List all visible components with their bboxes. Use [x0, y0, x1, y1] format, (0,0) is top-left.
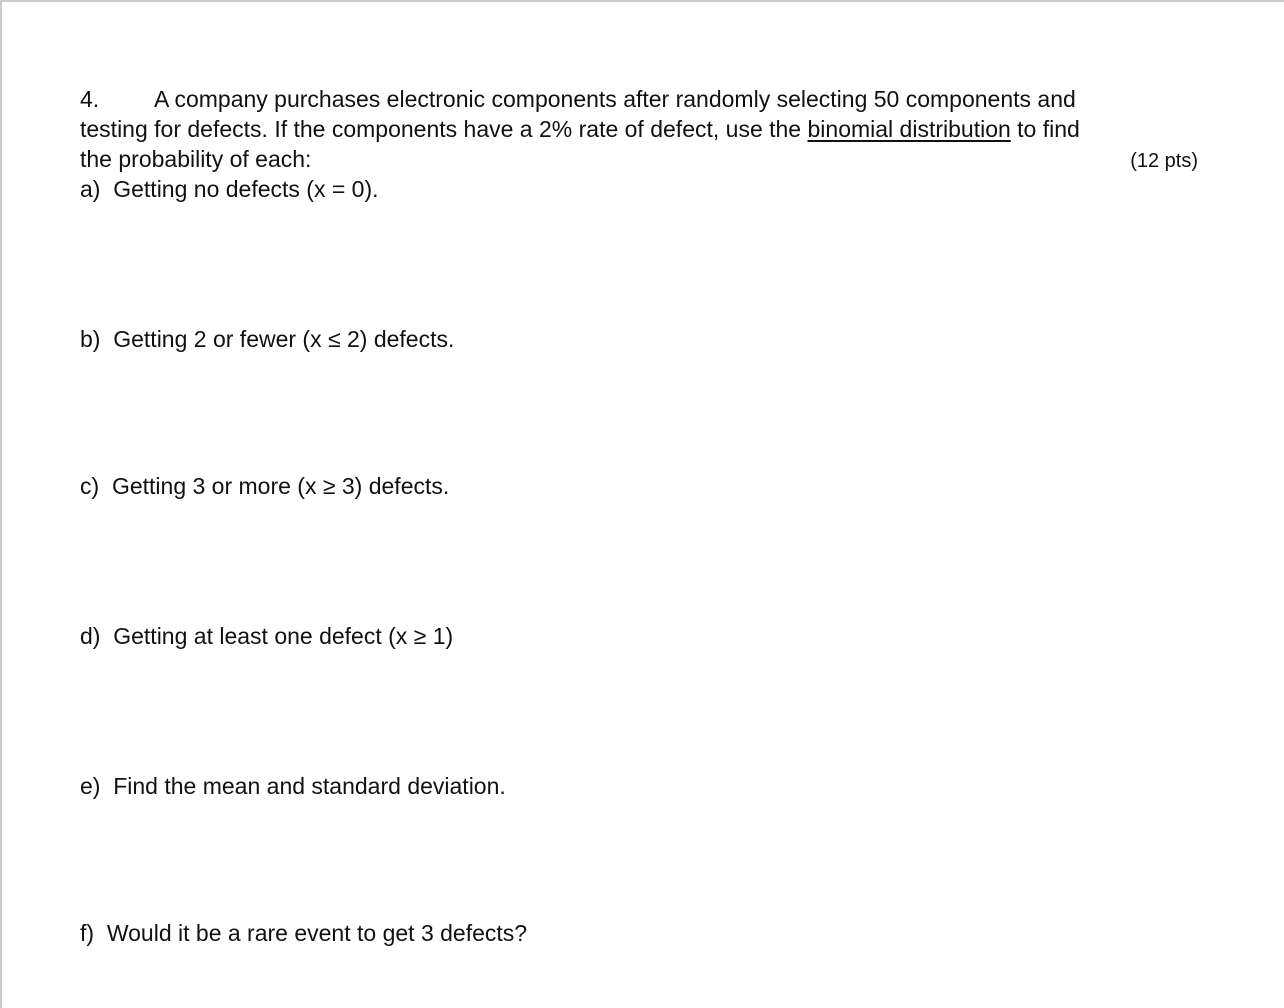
points-value: (12 pts)	[1130, 150, 1198, 172]
part-label: f)	[80, 920, 95, 946]
part-label: b)	[80, 326, 101, 352]
part-label: c)	[80, 473, 100, 499]
part-text: Getting 3 or more (x ≥ 3) defects.	[111, 473, 450, 499]
part-text: Find the mean and standard deviation.	[113, 773, 506, 799]
question-intro-line-2	[80, 114, 1080, 144]
part-label: e)	[80, 773, 101, 799]
part-d	[80, 621, 453, 651]
part-c	[80, 471, 449, 501]
question-intro-line-1	[80, 84, 1076, 114]
part-b	[80, 324, 454, 354]
question-number: 4.	[80, 86, 100, 112]
binomial-distribution-term: binomial distribution	[807, 116, 1011, 142]
part-a	[80, 174, 379, 204]
part-f	[80, 918, 527, 948]
intro-text-2-before: testing for defects. If the components have a 2% rate of defect, use the	[80, 116, 808, 142]
part-text: Getting no defects (x = 0).	[113, 176, 379, 202]
part-text: Getting 2 or fewer (x ≤ 2) defects.	[113, 326, 455, 352]
part-e	[80, 771, 506, 801]
question-intro-line-3: the probability of each:	[80, 146, 312, 172]
intro-text-2-after: to find	[1010, 116, 1080, 142]
part-label: a)	[80, 176, 101, 202]
part-label: d)	[80, 623, 101, 649]
part-text: Would it be a rare event to get 3 defects?	[106, 920, 528, 946]
part-text: Getting at least one defect (x ≥ 1)	[113, 623, 454, 649]
intro-text-1: A company purchases electronic components after randomly selecting 50 components and	[154, 86, 1076, 112]
